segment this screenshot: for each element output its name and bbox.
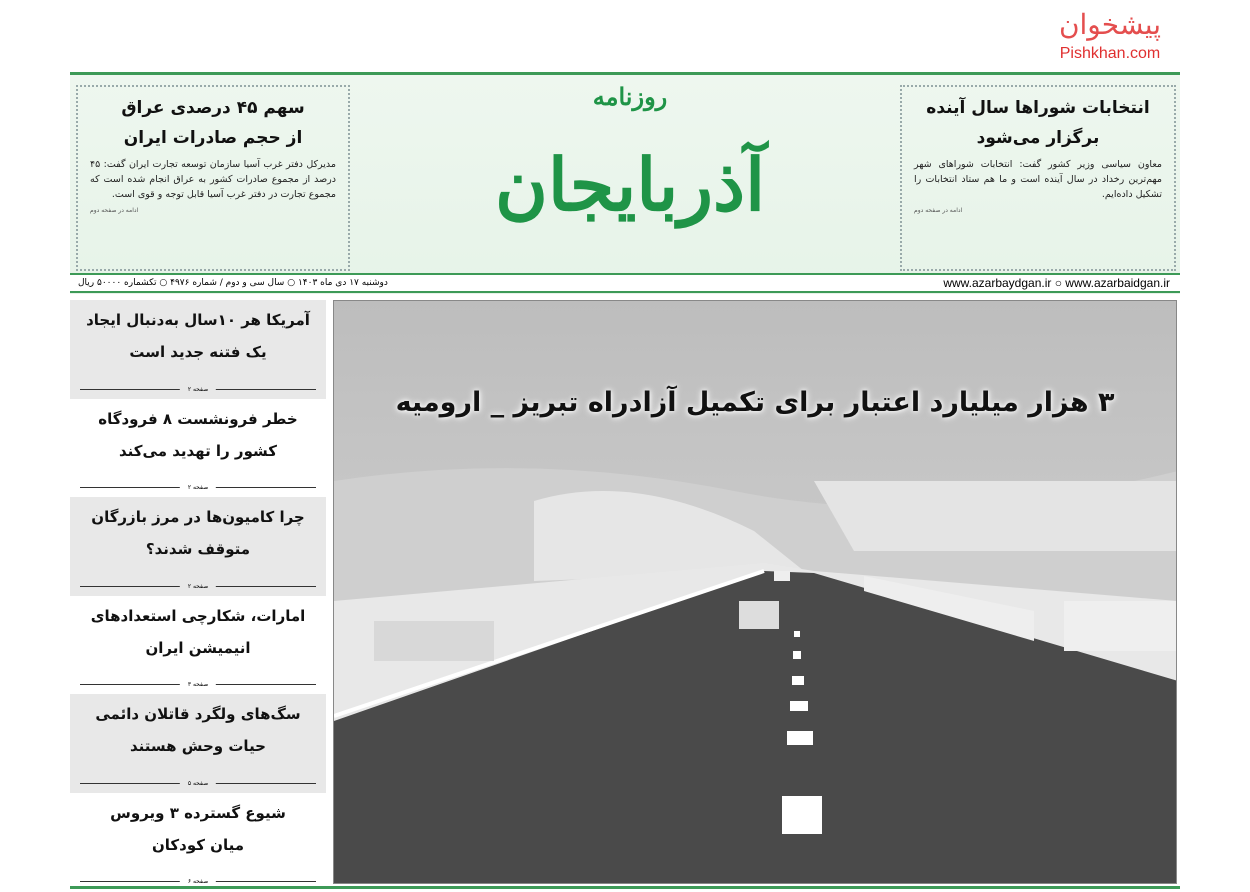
continued-note: ادامه در صفحه دوم — [90, 207, 139, 214]
sidebar-headlines — [70, 300, 326, 891]
sidebar-headline-item[interactable] — [70, 399, 326, 498]
teaser-title: برگزار می‌شود — [976, 128, 1100, 148]
headline-line: خطر فرونشست ۸ فرودگاه — [98, 409, 298, 428]
sidebar-headline-item[interactable] — [70, 596, 326, 695]
page-ref-divider — [80, 681, 316, 688]
teaser-body: مدیرکل دفتر غرب آسیا سازمان توسعه تجارت ایران گفت: ۴۵ درصد از مجموع صادرات کشور به عراق انجام شده است که مجموع تجارت در دفتر غرب آسیا قابل توجه و قوی است. — [90, 159, 336, 200]
sidebar-headline-item[interactable] — [70, 694, 326, 793]
headline-line: امارات، شکارچی استعدادهای — [90, 606, 306, 625]
page-ref-divider — [80, 779, 316, 787]
teaser-title: از حجم صادرات ایران — [123, 128, 303, 148]
headline-line: انیمیشن ایران — [145, 638, 251, 657]
headline-line: چرا کامیون‌ها در مرز بازرگان — [91, 508, 305, 526]
headline-line: یک فتنه جدید است — [129, 343, 267, 361]
bottom-rule — [70, 886, 1180, 889]
websites[interactable]: www.azarbaydgan.ir ○ www.azarbaidgan.ir — [943, 276, 1170, 290]
watermark-en: Pishkhan.com — [1059, 45, 1161, 62]
page-ref-divider — [80, 582, 316, 590]
issue-date: دوشنبه ۱۷ دی ماه ۱۴۰۳ ○ سال سی و دوم / شماره ۴۹۷۶ ○ تکشماره ۵۰۰۰۰ ریال — [78, 278, 388, 288]
page-ref: صفحه ۲ — [180, 386, 216, 394]
headline-line: کشور را تهدید می‌کند — [119, 441, 277, 460]
newspaper-logo — [370, 79, 890, 269]
headline-line: متوقف شدند؟ — [145, 540, 251, 558]
page-ref: صفحه ۶ — [180, 878, 216, 886]
main-headline: ۳ هزار میلیارد اعتبار برای تکمیل آزادراه تبریز _ ارومیه — [395, 387, 1115, 418]
right-teaser-box[interactable] — [900, 85, 1176, 271]
page-ref: صفحه ۲ — [180, 484, 216, 492]
page-ref-divider — [80, 878, 316, 885]
logo-sub: روزنامه — [592, 82, 668, 111]
dateline-bar — [70, 273, 1180, 293]
page-ref: صفحه ۲ — [180, 583, 216, 591]
teaser-title: سهم ۴۵ درصدی عراق — [121, 98, 305, 118]
sidebar-headline-item[interactable] — [70, 300, 326, 399]
masthead — [70, 72, 1180, 294]
sidebar-headline-item[interactable] — [70, 793, 326, 892]
headline-line: میان کودکان — [151, 835, 245, 854]
headline-line: حیات وحش هستند — [130, 737, 266, 755]
pishkhan-watermark — [1045, 6, 1175, 64]
page-ref: صفحه ۳ — [180, 681, 216, 689]
headline-line: سگ‌های ولگرد قاتلان دائمی — [95, 705, 301, 723]
continued-note: ادامه در صفحه دوم — [914, 207, 963, 214]
headline-line: شیوع گسترده ۳ ویروس — [110, 803, 286, 822]
page-ref-divider — [80, 484, 316, 491]
main-photo[interactable] — [333, 300, 1177, 884]
sidebar-headline-item[interactable] — [70, 497, 326, 596]
left-teaser-box[interactable] — [76, 85, 350, 271]
page-ref: صفحه ۵ — [180, 780, 216, 788]
watermark-fa: پیشخوان — [1058, 8, 1162, 41]
teaser-title: انتخابات شوراها سال آینده — [926, 98, 1150, 118]
headline-line: آمریکا هر ۱۰سال به‌دنبال ایجاد — [86, 311, 310, 329]
page-ref-divider — [80, 385, 316, 393]
teaser-body: معاون سیاسی وزیر کشور گفت: انتخابات شوراهای شهر مهم‌ترین رخداد در سال آینده است و ما هم ستاد انتخابات را تشکیل داده‌ایم. — [914, 159, 1162, 200]
logo-main: آذربایجان — [494, 142, 766, 227]
